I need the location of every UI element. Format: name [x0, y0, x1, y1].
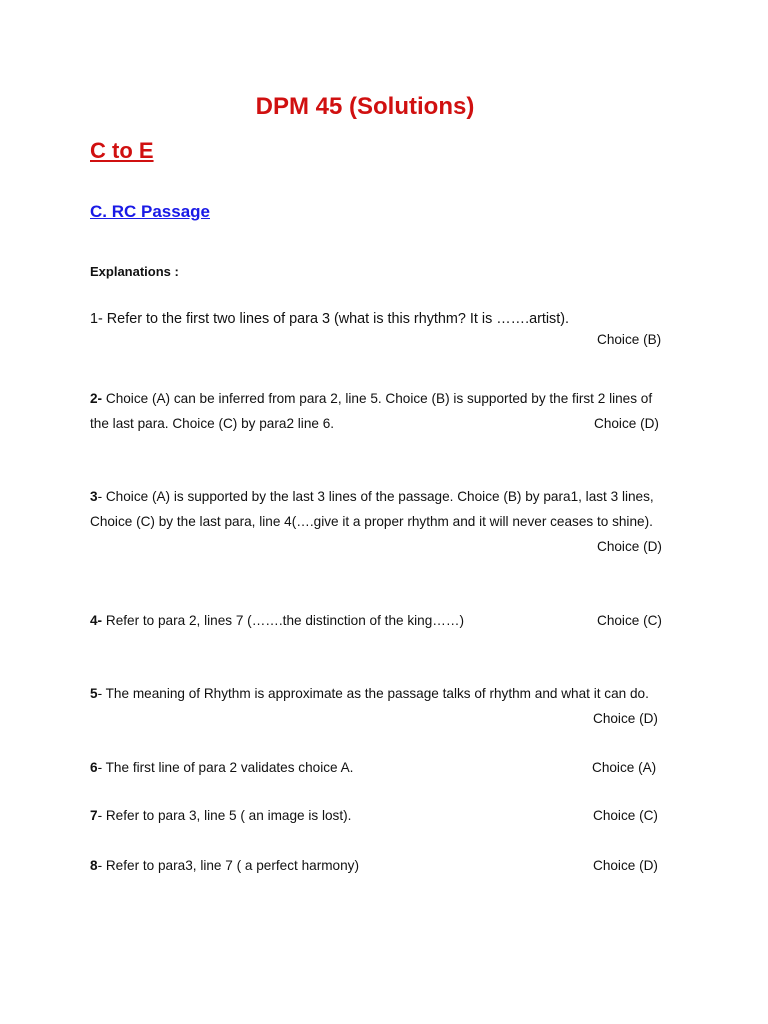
explanation-3-choice: Choice (D) — [597, 539, 662, 554]
explanation-3-line-1 — [90, 488, 654, 506]
explanation-5-text-1: - The meaning of Rhythm is approximate as the passage talks of rhythm and what it can do. — [97, 686, 649, 701]
explanation-5-choice: Choice (D) — [593, 711, 658, 726]
explanation-7-text-1: - Refer to para 3, line 5 ( an image is lost). — [97, 808, 352, 823]
explanation-2-number: 2- — [90, 391, 103, 406]
explanation-8-line-1 — [90, 857, 359, 875]
explanations-label: Explanations : — [90, 264, 179, 279]
explanation-3-line-2: Choice (C) by the last para, line 4(….give it a proper rhythm and it will never ceases to shine). — [90, 514, 653, 529]
explanation-4-line-1 — [90, 612, 464, 630]
explanation-3-number: 3 — [90, 489, 98, 504]
explanation-5-number: 5 — [90, 686, 98, 701]
explanation-6-line-1 — [90, 759, 353, 777]
explanation-2-text-1: Choice (A) can be inferred from para 2, line 5. Choice (B) is supported by the first 2 lines of — [102, 391, 653, 406]
explanation-8-text-1: - Refer to para3, line 7 ( a perfect harmony) — [97, 858, 359, 873]
explanation-6-number: 6 — [90, 760, 98, 775]
explanation-1-choice: Choice (B) — [597, 332, 662, 347]
explanation-3-text-1: - Choice (A) is supported by the last 3 lines of the passage. Choice (B) by para1, last 3 lines, — [97, 489, 654, 504]
explanation-7-choice: Choice (C) — [593, 808, 658, 823]
document-title: DPM 45 (Solutions) — [255, 93, 475, 120]
section-heading: C to E — [90, 138, 154, 163]
explanation-5-line-1 — [90, 685, 649, 703]
explanation-1-line-1: 1- Refer to the first two lines of para 3 (what is this rhythm? It is …….artist). — [90, 311, 570, 327]
explanation-4-number: 4- — [90, 613, 103, 628]
explanation-7-number: 7 — [90, 808, 98, 823]
explanation-6-choice: Choice (A) — [592, 760, 657, 775]
explanation-2-line-2: the last para. Choice (C) by para2 line 6. — [90, 416, 335, 431]
explanation-6-text-1: - The first line of para 2 validates choice A. — [97, 760, 354, 775]
explanation-2-line-1 — [90, 390, 652, 408]
explanation-4-choice: Choice (C) — [597, 613, 662, 628]
explanation-8-number: 8 — [90, 858, 98, 873]
explanation-8-choice: Choice (D) — [593, 858, 658, 873]
explanation-4-text-1: Refer to para 2, lines 7 (…….the distinction of the king……) — [102, 613, 465, 628]
subsection-heading: C. RC Passage — [90, 202, 210, 221]
explanation-7-line-1 — [90, 807, 351, 825]
explanation-2-choice: Choice (D) — [594, 416, 659, 431]
